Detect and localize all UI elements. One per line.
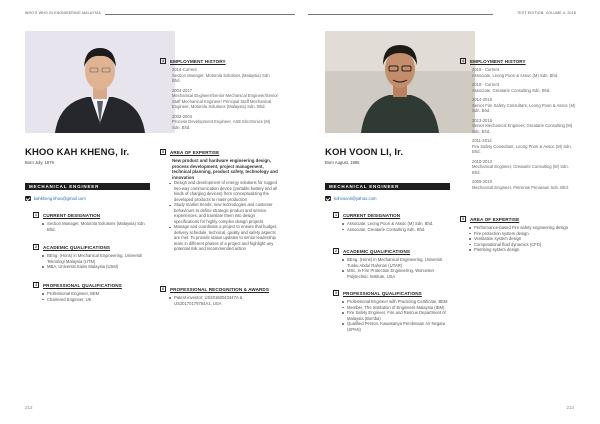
section-number-box: 4 — [160, 58, 166, 64]
list-item: Design and development of energy solutions for rugged two-way communication device (portable battery and all kinds of charging devices) from conceptualizing the developed products to mass production — [174, 180, 278, 202]
section-title: AREA OF EXPERTISE — [470, 216, 520, 222]
list-item: Associate, Leong Poon & Assoc (M) Sdn. Bhd. — [347, 221, 451, 227]
section-number-box: 2 — [33, 244, 39, 250]
employment-entry: 2009-2010 Mechanical Engineer, Petronas Penaraan Sdn. Bhd. — [472, 179, 569, 190]
employment-entry: 2004-2017 Mechanical Engineer/Senior Mechanical Engineer/Senior Staff Mechanical Engineer/ Principal Staff Mechanical Engineer, Motorola Solutions (Malaysia) Sdn. Bhd. — [172, 87, 278, 109]
section-professional-right — [333, 290, 451, 332]
page-number-left: 212 — [25, 405, 33, 410]
section-title: CURRENT DESIGNATION — [343, 212, 401, 218]
section-number-box: 4 — [460, 58, 466, 64]
running-header-left: WHO'S WHO IN ENGINEERING MALAYSIA — [25, 11, 101, 15]
employment-entry: 2011-2014 Fire Safety Consultant, Leong Poon & Assoc (M) Sdn. Bhd. — [472, 138, 572, 154]
list-item: Study market trends, new technologies and customer behaviours to define strategic product and service experiences, and translate them into design specifications for highly complex design projects — [174, 202, 278, 224]
list-item: MBA, Universiti Sains Malaysia (USM) — [47, 264, 151, 270]
employment-entry: 2010-2013 Mechanical Engineer, Greatarie Consulting (M) Sdn. Bhd. — [472, 158, 569, 175]
header-rule-right — [308, 14, 493, 15]
list-item: Qualified Person, Kawasanya Pembinaan Air Negara (SPAN) — [347, 321, 451, 332]
person-name-right: KOH VOON LI, Ir. — [325, 147, 404, 158]
section-number-box: 2 — [333, 248, 339, 254]
list-item: Ventilation system design — [474, 236, 578, 242]
birth-date-left: Born July, 1979 — [25, 160, 54, 165]
section-number-box: 5 — [460, 216, 466, 222]
list-item: Section Manager, Motorola Solutions (Malaysia) Sdn. Bhd. — [47, 221, 151, 232]
list-item: Manage and coordinate a project to ensure that budget, delivery schedule, technical, quality and safety aspects are met. To provide status updates to senior leadership team in different phases of a project and highlight any potential risk and recommended action — [174, 224, 278, 252]
mail-icon — [25, 196, 31, 201]
section-academic-left — [33, 244, 151, 270]
section-number-box: 1 — [33, 212, 39, 218]
expertise-lead: New product and hardware engineering design, process development, project management, technical planning, product safety, technology and innovation — [172, 158, 278, 180]
person-name-left: KHOO KAH KHENG, Ir. — [25, 147, 130, 158]
email-row-left — [25, 196, 86, 201]
section-title: EMPLOYMENT HISTORY — [170, 58, 226, 64]
employment-entry: 2016-Current Section Manager, Motorola Solutions (Malaysia) Sdn. Bhd. — [172, 67, 271, 83]
section-title: EMPLOYMENT HISTORY — [470, 58, 526, 64]
email-link-right[interactable]: kohvoonli@yahoo.com — [334, 196, 377, 201]
section-recognition-left — [160, 286, 278, 306]
section-title: PROFESSIONAL QUALIFICATIONS — [343, 290, 422, 296]
list-item: Computational fluid dynamics (CFD) — [474, 242, 578, 248]
section-title: ACADEMIC QUALIFICATIONS — [343, 248, 411, 254]
email-row-right — [325, 196, 376, 201]
employment-entry: 2019 - Current Associate, Leong Poon & Assoc (M) Sdn. Bhd. — [472, 67, 559, 78]
section-number-box: 5 — [160, 149, 166, 155]
section-current-designation-right — [333, 212, 451, 232]
birth-date-right: Born August, 1985 — [325, 160, 360, 165]
section-number-box: 3 — [33, 282, 39, 288]
employment-entry: 2018 - Current Associate, Greatarie Consulting Sdn. Bhd. — [472, 82, 551, 93]
list-item: Fire Safety Engineer, Fire and Rescue Department of Malaysia (Bomba) — [347, 310, 451, 321]
list-item: Associate, Greatarie Consulting Sdn. Bhd. — [347, 227, 451, 233]
list-item: Fire protection system design — [474, 231, 578, 237]
section-expertise-left — [160, 149, 278, 252]
list-item: Member, The Institution of Engineers Malaysia (IEM) — [347, 305, 451, 311]
header-rule-left — [105, 14, 295, 15]
running-header-right: TEST EDITION: VOLUME 4, 2018 — [516, 11, 576, 15]
list-item: BEng. (Hons) in Mechanical Engineering, Universiti Tunku Abdul Rahman (UTAR) — [347, 257, 451, 268]
employment-entry: 2002-2004 Process Development Engineer, ASE Electronics (M) Sdn. Bhd. — [172, 113, 271, 130]
list-item: Chartered Engineer, UK — [47, 297, 151, 303]
list-item: MSc. in Fire Protection Engineering, Worcester Polytechnic Institute, USA — [347, 268, 451, 279]
section-number-box: 3 — [333, 290, 339, 296]
list-item: Plumbing system design — [474, 247, 578, 253]
email-link-left[interactable]: kahkheng.khoo@gmail.com — [34, 196, 86, 201]
section-title: PROFESSIONAL RECOGNITION & AWARDS — [170, 286, 270, 292]
job-title-bar-left: MECHANICAL ENGINEER — [25, 183, 150, 190]
section-current-designation-left — [33, 212, 151, 232]
section-number-box: 1 — [333, 212, 339, 218]
section-professional-left — [33, 282, 151, 302]
page-number-right: 213 — [566, 405, 574, 410]
portrait-photo-koh — [325, 31, 475, 133]
section-number-box: 6 — [160, 286, 166, 292]
section-expertise-right — [460, 216, 578, 253]
job-title-bar-right: MECHANICAL ENGINEER — [325, 183, 450, 190]
section-academic-right — [333, 248, 451, 279]
list-item: Performance-based Fire safety engineering design — [474, 225, 578, 231]
employment-entry: 2014-2016 Senior Fire Safety Consultant, Leong Poon & Assoc (M) Sdn. Bhd. — [472, 97, 576, 113]
section-title: PROFESSIONAL QUALIFICATIONS — [43, 282, 122, 288]
list-item: Professional Engineer, BEM — [47, 291, 151, 297]
portrait-photo-khoo — [25, 31, 175, 133]
list-item: Patent inventor: US20160043447A & US20170179754A1, USA — [174, 295, 278, 306]
section-title: CURRENT DESIGNATION — [43, 212, 101, 218]
section-employment-right — [460, 58, 578, 194]
section-title: ACADEMIC QUALIFICATIONS — [43, 244, 111, 250]
section-employment-left — [160, 58, 278, 134]
employment-entry: 2013-2016 Senior Mechanical Engineer, Greatarie Consulting (M) Sdn. Bhd. — [472, 117, 573, 134]
list-item: BEng. (Hons) in Mechanical Engineering, Universiti Teknologi Malaysia (UTM) — [47, 253, 151, 264]
section-title: AREA OF EXPERTISE — [170, 149, 220, 155]
list-item: Professional Engineer with Practicing Certificate, BEM — [347, 299, 451, 305]
mail-icon — [325, 196, 331, 201]
